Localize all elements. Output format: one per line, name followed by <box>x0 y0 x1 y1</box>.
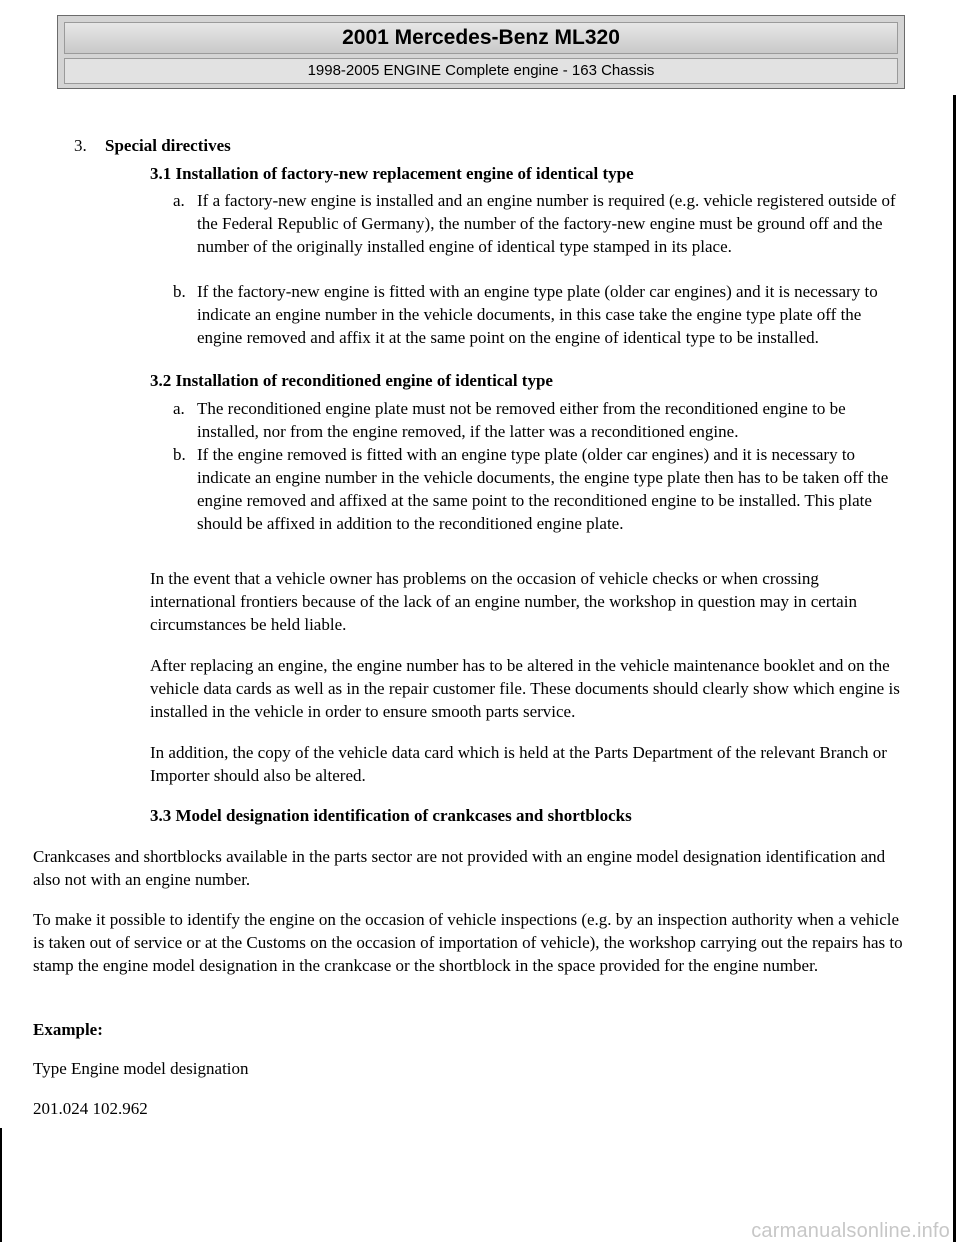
subsection-3-1-item-a: If a factory-new engine is installed and an engine number is required (e.g. vehicle registered outside of the Federal Republic of Germany), the number of the factory-new engine must be ground off and the number of the originally installed engine of identical type stamped in its place. <box>197 191 896 256</box>
document-subtitle: 1998-2005 ENGINE Complete engine - 163 Chassis <box>64 58 898 84</box>
watermark: carmanualsonline.info <box>751 1220 950 1242</box>
section-title: Special directives <box>105 136 231 155</box>
subsection-3-2-item-a: The reconditioned engine plate must not be removed either from the reconditioned engine to be installed, nor from the engine removed, if the latter was a reconditioned engine. <box>197 399 846 441</box>
page-border-left <box>0 1128 2 1242</box>
list-marker-a: a. <box>173 191 185 210</box>
subsection-3-1-item-b: If the factory-new engine is fitted with an engine type plate (older car engines) and it is necessary to indicate an engine number in the vehicle documents, in this case take the engine type plate off the engine removed and affix it at the same point on the engine of identical type to be installed. <box>197 282 878 347</box>
subsection-3-1-title: 3.1 Installation of factory-new replacement engine of identical type <box>150 164 634 183</box>
document-title: 2001 Mercedes-Benz ML320 <box>64 22 898 54</box>
list-marker-b: b. <box>173 445 186 464</box>
subsection-3-2-item-b: If the engine removed is fitted with an engine type plate (older car engines) and it is necessary to indicate an engine number in the vehicle documents, the engine type plate then has to be taken off the engine removed and affixed at the same point to the reconditioned engine to be installed. This plate should be affixed in addition to the reconditioned engine plate. <box>197 445 889 533</box>
example-label: Example: <box>33 1020 103 1039</box>
page-border-right <box>953 95 956 1242</box>
paragraph-data-card: In addition, the copy of the vehicle data card which is held at the Parts Department of the relevant Branch or Importer should also be altered. <box>150 743 887 785</box>
section-number: 3. <box>74 136 87 155</box>
paragraph-identification: To make it possible to identify the engine on the occasion of vehicle inspections (e.g. by an inspection authority when a vehicle is taken out of service or at the Customs on the occasion of importation of vehicle), the workshop carrying out the repairs has to stamp the engine model designation in the crankcase or the shortblock in the space provided for the engine number. <box>33 910 903 975</box>
paragraph-crankcases: Crankcases and shortblocks available in the parts sector are not provided with an engine model designation identification and also not with an engine number. <box>33 847 886 889</box>
paragraph-liability: In the event that a vehicle owner has problems on the occasion of vehicle checks or when crossing international frontiers because of the lack of an engine number, the workshop in question may in certain circumstances be held liable. <box>150 569 857 634</box>
list-marker-a: a. <box>173 399 185 418</box>
list-marker-b: b. <box>173 282 186 301</box>
subsection-3-3-title: 3.3 Model designation identification of crankcases and shortblocks <box>150 806 632 825</box>
paragraph-engine-number: After replacing an engine, the engine number has to be altered in the vehicle maintenance booklet and on the vehicle data cards as well as in the repair customer file. These documents should clearly show which engine is installed in the vehicle in order to ensure smooth parts service. <box>150 656 900 721</box>
example-value-row: 201.024 102.962 <box>33 1099 148 1118</box>
subsection-3-2-title: 3.2 Installation of reconditioned engine of identical type <box>150 371 553 390</box>
page-header <box>57 15 905 89</box>
example-header-row: Type Engine model designation <box>33 1059 249 1078</box>
